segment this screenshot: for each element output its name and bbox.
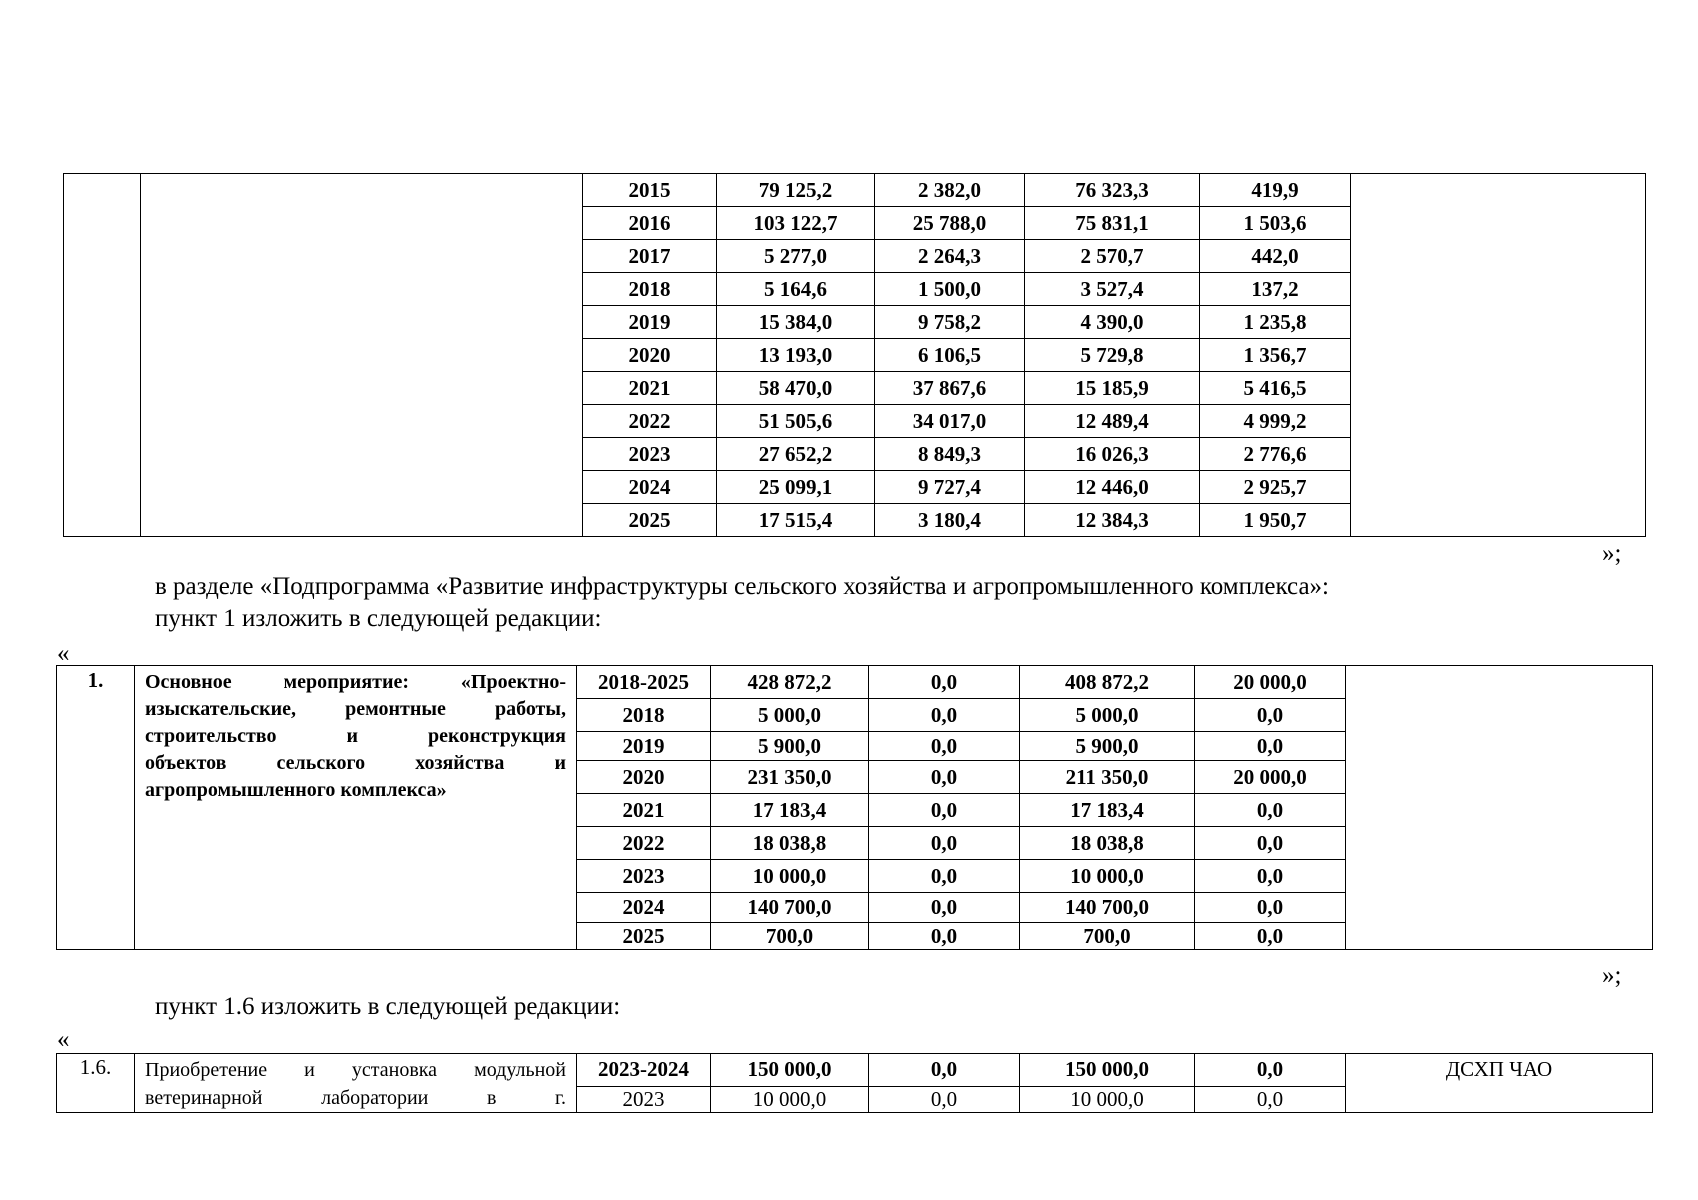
item-index: 1. — [57, 666, 135, 950]
district-budget-cell: 75 831,1 — [1025, 207, 1200, 240]
year-cell: 2023 — [577, 860, 711, 893]
executor-cell-empty — [1351, 174, 1646, 537]
federal-budget-cell: 37 867,6 — [875, 372, 1025, 405]
index-cell-empty — [64, 174, 141, 537]
year-cell: 2018-2025 — [577, 666, 711, 699]
section-paragraph: в разделе «Подпрограмма «Развитие инфраструктуры сельского хозяйства и агропромышленного комплекса»: — [155, 573, 1329, 600]
table-row — [57, 1054, 1653, 1087]
district-budget-cell: 5 000,0 — [1020, 699, 1195, 732]
district-budget-cell: 700,0 — [1020, 923, 1195, 950]
other-sources-cell: 0,0 — [1195, 860, 1346, 893]
federal-budget-cell: 0,0 — [869, 666, 1020, 699]
opening-quote-1: « — [57, 640, 70, 667]
district-budget-cell: 4 390,0 — [1025, 306, 1200, 339]
total-cell: 13 193,0 — [717, 339, 875, 372]
other-sources-cell: 2 925,7 — [1200, 471, 1351, 504]
district-budget-cell: 12 489,4 — [1025, 405, 1200, 438]
total-cell: 700,0 — [711, 923, 869, 950]
other-sources-cell: 0,0 — [1195, 794, 1346, 827]
federal-budget-cell: 2 264,3 — [875, 240, 1025, 273]
district-budget-cell: 5 900,0 — [1020, 732, 1195, 761]
year-cell: 2020 — [577, 761, 711, 794]
item-1-6-paragraph: пункт 1.6 изложить в следующей редакции: — [155, 993, 621, 1020]
description-cell-empty — [141, 174, 583, 537]
district-budget-cell: 12 446,0 — [1025, 471, 1200, 504]
other-sources-cell: 0,0 — [1195, 1054, 1346, 1087]
year-cell: 2023 — [583, 438, 717, 471]
other-sources-cell: 0,0 — [1195, 699, 1346, 732]
federal-budget-cell: 2 382,0 — [875, 174, 1025, 207]
district-budget-cell: 16 026,3 — [1025, 438, 1200, 471]
total-cell: 5 900,0 — [711, 732, 869, 761]
district-budget-cell: 140 700,0 — [1020, 893, 1195, 923]
item-description — [135, 666, 577, 950]
executor-cell: ДСХП ЧАО — [1346, 1054, 1653, 1113]
closing-quote-2: »; — [1602, 962, 1622, 989]
federal-budget-cell: 1 500,0 — [875, 273, 1025, 306]
year-cell: 2022 — [583, 405, 717, 438]
district-budget-cell: 15 185,9 — [1025, 372, 1200, 405]
year-cell: 2017 — [583, 240, 717, 273]
total-cell: 10 000,0 — [711, 1086, 869, 1112]
district-budget-cell: 10 000,0 — [1020, 1086, 1195, 1112]
funding-table-continuation — [63, 173, 1646, 537]
total-cell: 51 505,6 — [717, 405, 875, 438]
district-budget-cell: 408 872,2 — [1020, 666, 1195, 699]
total-cell: 10 000,0 — [711, 860, 869, 893]
federal-budget-cell: 0,0 — [869, 893, 1020, 923]
federal-budget-cell: 6 106,5 — [875, 339, 1025, 372]
year-cell: 2018 — [577, 699, 711, 732]
year-cell: 2024 — [577, 893, 711, 923]
closing-quote-1: »; — [1602, 540, 1622, 567]
year-cell: 2019 — [583, 306, 717, 339]
other-sources-cell: 4 999,2 — [1200, 405, 1351, 438]
year-cell: 2023 — [577, 1086, 711, 1112]
total-cell: 150 000,0 — [711, 1054, 869, 1087]
other-sources-cell: 0,0 — [1195, 827, 1346, 860]
federal-budget-cell: 0,0 — [869, 1086, 1020, 1112]
description-line: Основное мероприятие: «Проектно- — [145, 671, 566, 693]
total-cell: 231 350,0 — [711, 761, 869, 794]
district-budget-cell: 18 038,8 — [1020, 827, 1195, 860]
total-cell: 103 122,7 — [717, 207, 875, 240]
executor-cell-empty — [1346, 666, 1653, 950]
district-budget-cell: 76 323,3 — [1025, 174, 1200, 207]
item-1-6-funding-table — [56, 1053, 1653, 1113]
total-cell: 27 652,2 — [717, 438, 875, 471]
district-budget-cell: 2 570,7 — [1025, 240, 1200, 273]
description-line: агропромышленного комплекса» — [145, 779, 447, 801]
total-cell: 18 038,8 — [711, 827, 869, 860]
item-1-funding-table — [56, 665, 1653, 950]
year-cell: 2025 — [583, 504, 717, 537]
district-budget-cell: 3 527,4 — [1025, 273, 1200, 306]
total-cell: 5 000,0 — [711, 699, 869, 732]
district-budget-cell: 150 000,0 — [1020, 1054, 1195, 1087]
item-1-paragraph: пункт 1 изложить в следующей редакции: — [155, 605, 602, 632]
total-cell: 25 099,1 — [717, 471, 875, 504]
description-line: ветеринарной лаборатории в г. — [145, 1087, 566, 1109]
year-cell: 2023-2024 — [577, 1054, 711, 1087]
table-row — [64, 174, 1646, 207]
other-sources-cell: 20 000,0 — [1195, 761, 1346, 794]
federal-budget-cell: 9 758,2 — [875, 306, 1025, 339]
other-sources-cell: 137,2 — [1200, 273, 1351, 306]
total-cell: 428 872,2 — [711, 666, 869, 699]
year-cell: 2025 — [577, 923, 711, 950]
year-cell: 2021 — [577, 794, 711, 827]
federal-budget-cell: 0,0 — [869, 1054, 1020, 1087]
other-sources-cell: 0,0 — [1195, 1086, 1346, 1112]
description-line: строительство и реконструкция — [145, 725, 566, 747]
federal-budget-cell: 0,0 — [869, 860, 1020, 893]
federal-budget-cell: 0,0 — [869, 827, 1020, 860]
other-sources-cell: 442,0 — [1200, 240, 1351, 273]
total-cell: 58 470,0 — [717, 372, 875, 405]
other-sources-cell: 5 416,5 — [1200, 372, 1351, 405]
other-sources-cell: 0,0 — [1195, 732, 1346, 761]
federal-budget-cell: 0,0 — [869, 699, 1020, 732]
description-line: Приобретение и установка модульной — [145, 1059, 566, 1081]
description-line: объектов сельского хозяйства и — [145, 752, 566, 774]
other-sources-cell: 1 356,7 — [1200, 339, 1351, 372]
total-cell: 5 164,6 — [717, 273, 875, 306]
year-cell: 2016 — [583, 207, 717, 240]
other-sources-cell: 2 776,6 — [1200, 438, 1351, 471]
other-sources-cell: 1 503,6 — [1200, 207, 1351, 240]
item-description — [135, 1054, 577, 1113]
year-cell: 2018 — [583, 273, 717, 306]
federal-budget-cell: 9 727,4 — [875, 471, 1025, 504]
other-sources-cell: 1 950,7 — [1200, 504, 1351, 537]
district-budget-cell: 211 350,0 — [1020, 761, 1195, 794]
table-row — [57, 666, 1653, 699]
total-cell: 17 515,4 — [717, 504, 875, 537]
total-cell: 17 183,4 — [711, 794, 869, 827]
other-sources-cell: 0,0 — [1195, 923, 1346, 950]
description-line: изыскательские, ремонтные работы, — [145, 698, 566, 720]
district-budget-cell: 12 384,3 — [1025, 504, 1200, 537]
item-index: 1.6. — [57, 1054, 135, 1113]
district-budget-cell: 5 729,8 — [1025, 339, 1200, 372]
total-cell: 15 384,0 — [717, 306, 875, 339]
total-cell: 79 125,2 — [717, 174, 875, 207]
year-cell: 2024 — [583, 471, 717, 504]
other-sources-cell: 0,0 — [1195, 893, 1346, 923]
federal-budget-cell: 0,0 — [869, 923, 1020, 950]
year-cell: 2022 — [577, 827, 711, 860]
year-cell: 2019 — [577, 732, 711, 761]
other-sources-cell: 1 235,8 — [1200, 306, 1351, 339]
year-cell: 2015 — [583, 174, 717, 207]
federal-budget-cell: 8 849,3 — [875, 438, 1025, 471]
federal-budget-cell: 0,0 — [869, 732, 1020, 761]
other-sources-cell: 20 000,0 — [1195, 666, 1346, 699]
district-budget-cell: 17 183,4 — [1020, 794, 1195, 827]
other-sources-cell: 419,9 — [1200, 174, 1351, 207]
year-cell: 2020 — [583, 339, 717, 372]
district-budget-cell: 10 000,0 — [1020, 860, 1195, 893]
total-cell: 140 700,0 — [711, 893, 869, 923]
total-cell: 5 277,0 — [717, 240, 875, 273]
federal-budget-cell: 0,0 — [869, 761, 1020, 794]
federal-budget-cell: 0,0 — [869, 794, 1020, 827]
federal-budget-cell: 34 017,0 — [875, 405, 1025, 438]
federal-budget-cell: 25 788,0 — [875, 207, 1025, 240]
year-cell: 2021 — [583, 372, 717, 405]
federal-budget-cell: 3 180,4 — [875, 504, 1025, 537]
opening-quote-2: « — [57, 1026, 70, 1053]
